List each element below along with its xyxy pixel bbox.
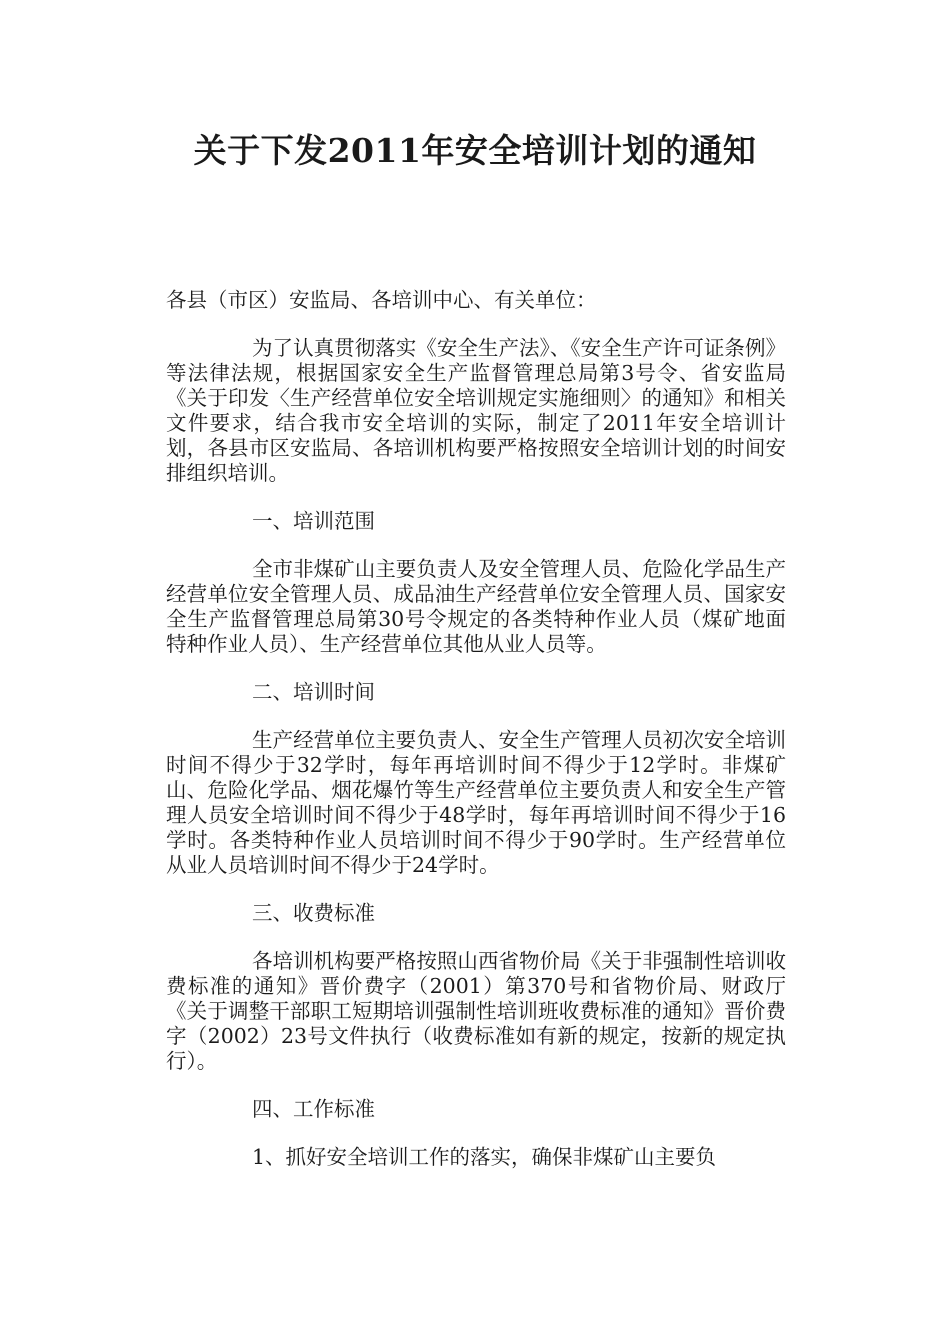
- document-body: [166, 288, 786, 1170]
- document-title: 关于下发2011年安全培训计划的通知: [193, 131, 757, 170]
- section-text-fees: 各培训机构要严格按照山西省物价局《关于非强制性培训收费标准的通知》晋价费字（2001）第370号和省物价局、财政厅《关于调整干部职工短期培训强制性培训班收费标准的通知》晋价费字（2002）23号文件执行（收费标准如有新的规定，按新的规定执行）。: [166, 949, 786, 1073]
- salutation: 各县（市区）安监局、各培训中心、有关单位：: [166, 288, 597, 312]
- section-text-scope: 全市非煤矿山主要负责人及安全管理人员、危险化学品生产经营单位安全管理人员、成品油生产经营单位安全管理人员、国家安全生产监督管理总局第30号令规定的各类特种作业人员（煤矿地面特种作业人员）、生产经营单位其他从业人员等。: [166, 557, 786, 656]
- section-heading-scope: 一、培训范围: [252, 509, 375, 533]
- section-heading-time: 二、培训时间: [252, 680, 375, 704]
- section-heading-fees: 三、收费标准: [252, 901, 375, 925]
- work-standard-item-1: 1、抓好安全培训工作的落实，确保非煤矿山主要负: [252, 1145, 717, 1169]
- intro-paragraph: 为了认真贯彻落实《安全生产法》、《安全生产许可证条例》等法律法规，根据国家安全生产监督管理总局第3号令、省安监局《关于印发〈生产经营单位安全培训规定实施细则〉的通知》和相关文件要求，结合我市安全培训的实际，制定了2011年安全培训计划，各县市区安监局、各培训机构要严格按照安全培训计划的时间安排组织培训。: [166, 336, 786, 485]
- section-text-time: 生产经营单位主要负责人、安全生产管理人员初次安全培训时间不得少于32学时，每年再培训时间不得少于12学时。非煤矿山、危险化学品、烟花爆竹等生产经营单位主要负责人和安全生产管理人员安全培训时间不得少于48学时，每年再培训时间不得少于16学时。各类特种作业人员培训时间不得少于90学时。生产经营单位从业人员培训时间不得少于24学时。: [166, 728, 786, 877]
- section-heading-work-standard: 四、工作标准: [252, 1097, 375, 1121]
